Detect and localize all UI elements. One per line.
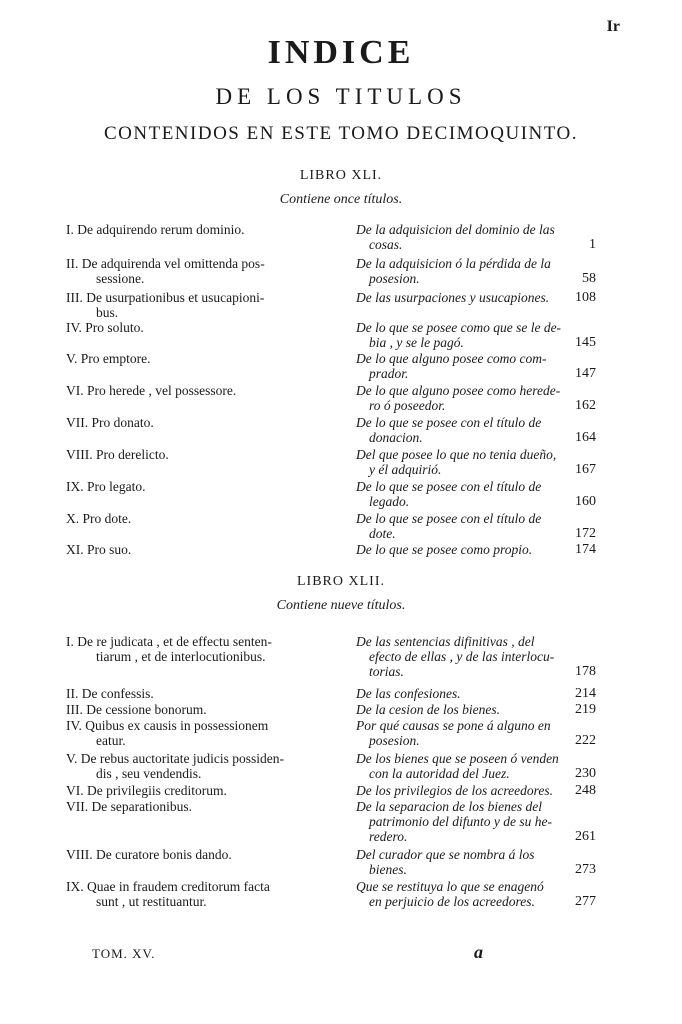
page-subtitle: DE LOS TITULOS	[215, 84, 467, 109]
page-number: 167	[575, 462, 596, 477]
page-number: 230	[575, 766, 596, 781]
latin-title-continuation: dis , seu vendendis.	[96, 766, 202, 781]
latin-title-line: VI. De privilegiis creditorum.	[66, 783, 227, 798]
latin-title-line: VIII. De curatore bonis dando.	[66, 847, 232, 862]
spanish-title-line: Que se restituya lo que se enagenó	[356, 879, 544, 894]
latin-title-continuation: sunt , ut restituantur.	[96, 894, 207, 909]
spanish-title-line: De lo que alguno posee como com-	[356, 351, 547, 366]
spanish-title-line: posesion.	[369, 733, 420, 748]
libro-41-heading: LIBRO XLI.	[299, 168, 383, 183]
spanish-title-line: dote.	[369, 526, 396, 541]
spanish-title-line: bia , y se le pagó.	[369, 335, 464, 350]
page-corner-mark: Ir	[606, 18, 620, 35]
spanish-title-line: De lo que se posee como propio.	[356, 542, 533, 557]
spanish-title-line: De la separacion de los bienes del	[356, 799, 542, 814]
spanish-title-line: posesion.	[369, 271, 420, 286]
latin-title	[66, 799, 342, 814]
spanish-title-line: en perjuicio de los acreedores.	[369, 894, 535, 909]
latin-title	[66, 222, 342, 237]
latin-title-continuation: bus.	[96, 305, 119, 320]
spanish-title-line: De las confesiones.	[356, 686, 461, 701]
spanish-title-line: De los bienes que se poseen ó venden	[356, 751, 559, 766]
latin-title	[66, 783, 342, 798]
latin-title-line: IX. Quae in fraudem creditorum facta	[66, 879, 270, 894]
page-number: 178	[575, 664, 596, 679]
spanish-title-line: De la adquisicion ó la pérdida de la	[356, 256, 551, 271]
page-number: 164	[575, 430, 596, 445]
page-title: INDICE	[267, 34, 415, 71]
latin-title	[66, 718, 342, 748]
spanish-title-line: prador.	[369, 366, 409, 381]
latin-title-line: III. De usurpationibus et usucapioni-	[66, 290, 265, 305]
page-subtitle-volume: CONTENIDOS EN ESTE TOMO DECIMOQUINTO.	[103, 123, 579, 144]
latin-title-line: III. De cessione bonorum.	[66, 702, 207, 717]
page-number: 261	[575, 829, 596, 844]
page-number: 273	[575, 862, 596, 877]
latin-title	[66, 879, 342, 909]
page-number: 1	[589, 237, 596, 252]
latin-title-line: V. Pro emptore.	[66, 351, 151, 366]
spanish-title-line: cosas.	[369, 237, 403, 252]
latin-title	[66, 686, 342, 701]
latin-title	[66, 634, 342, 664]
page-number: 160	[575, 494, 596, 509]
latin-title-line: IV. Quibus ex causis in possessionem	[66, 718, 269, 733]
latin-title-line: II. De confessis.	[66, 686, 154, 701]
latin-title-line: IX. Pro legato.	[66, 479, 146, 494]
latin-title	[66, 751, 342, 781]
spanish-title-line: Del curador que se nombra á los	[356, 847, 535, 862]
latin-title	[66, 542, 342, 557]
page-number: 147	[575, 366, 596, 381]
spanish-title-line: redero.	[369, 829, 408, 844]
latin-title	[66, 256, 342, 286]
latin-title-line: I. De re judicata , et de effectu senten-	[66, 634, 272, 649]
spanish-title-line: donacion.	[369, 430, 423, 445]
spanish-title-line: bienes.	[369, 862, 407, 877]
latin-title-line: VII. Pro donato.	[66, 415, 154, 430]
latin-title-continuation: sessione.	[96, 271, 145, 286]
latin-title	[66, 320, 342, 335]
latin-title-line: VIII. Pro derelicto.	[66, 447, 169, 462]
spanish-title-line: De la adquisicion del dominio de las	[356, 222, 555, 237]
latin-title-continuation: tiarum , et de interlocutionibus.	[96, 649, 266, 664]
spanish-title-line: De la cesion de los bienes.	[356, 702, 500, 717]
latin-title	[66, 383, 342, 398]
latin-title-line: X. Pro dote.	[66, 511, 132, 526]
latin-title-line: IV. Pro soluto.	[66, 320, 144, 335]
spanish-title-line: De las sentencias difinitivas , del	[356, 634, 535, 649]
latin-title	[66, 447, 342, 462]
spanish-title-line: Del que posee lo que no tenia dueño,	[356, 447, 557, 462]
page-number: 222	[575, 733, 596, 748]
spanish-title-line: Por qué causas se pone á alguno en	[356, 718, 551, 733]
latin-title-continuation: eatur.	[96, 733, 126, 748]
latin-title	[66, 351, 342, 366]
spanish-title-line: y él adquirió.	[369, 462, 442, 477]
spanish-title-line: legado.	[369, 494, 410, 509]
spanish-title-line: De los privilegios de los acreedores.	[356, 783, 553, 798]
page-number: 219	[575, 702, 596, 717]
libro-42-contiene: Contiene nueve títulos.	[276, 598, 406, 613]
latin-title-line: XI. Pro suo.	[66, 542, 132, 557]
page-number: 145	[575, 335, 596, 350]
page-number: 172	[575, 526, 596, 541]
spanish-title-line: De lo que se posee con el título de	[356, 415, 542, 430]
latin-title	[66, 479, 342, 494]
spanish-title-line: con la autoridad del Juez.	[369, 766, 510, 781]
libro-41-contiene: Contiene once títulos.	[279, 192, 403, 207]
latin-title	[66, 511, 342, 526]
spanish-title-line: De lo que se posee como que se le de-	[356, 320, 562, 335]
latin-title	[66, 290, 342, 320]
latin-title	[66, 415, 342, 430]
latin-title-line: I. De adquirendo rerum dominio.	[66, 222, 245, 237]
latin-title	[66, 702, 342, 717]
page-number: 214	[575, 686, 596, 701]
page-number: 108	[575, 290, 596, 305]
spanish-title-line: efecto de ellas , y de las interlocu-	[369, 649, 555, 664]
latin-title-line: V. De rebus auctoritate judicis possiden-	[66, 751, 284, 766]
page-number: 162	[575, 398, 596, 413]
libro-42-heading: LIBRO XLII.	[297, 574, 385, 589]
latin-title	[66, 847, 342, 862]
spanish-title-line: ro ó poseedor.	[369, 398, 446, 413]
spanish-title-line: torias.	[369, 664, 404, 679]
footer-volume-label: TOM. XV.	[92, 946, 156, 961]
page-number: 277	[575, 894, 596, 909]
latin-title-line: II. De adquirenda vel omittenda pos-	[66, 256, 265, 271]
latin-title-line: VII. De separationibus.	[66, 799, 192, 814]
spanish-title-line: De lo que alguno posee como herede-	[356, 383, 561, 398]
spanish-title-line: De las usurpaciones y usucapiones.	[356, 290, 550, 305]
spanish-title-line: patrimonio del difunto y de su he-	[369, 814, 552, 829]
latin-title-line: VI. Pro herede , vel possessore.	[66, 383, 237, 398]
page-number: 248	[575, 783, 596, 798]
spanish-title-line: De lo que se posee con el título de	[356, 479, 542, 494]
footer-signature-mark: a	[474, 942, 483, 962]
spanish-title-line: De lo que se posee con el título de	[356, 511, 542, 526]
page-number: 58	[582, 271, 596, 286]
page-number: 174	[575, 542, 596, 557]
